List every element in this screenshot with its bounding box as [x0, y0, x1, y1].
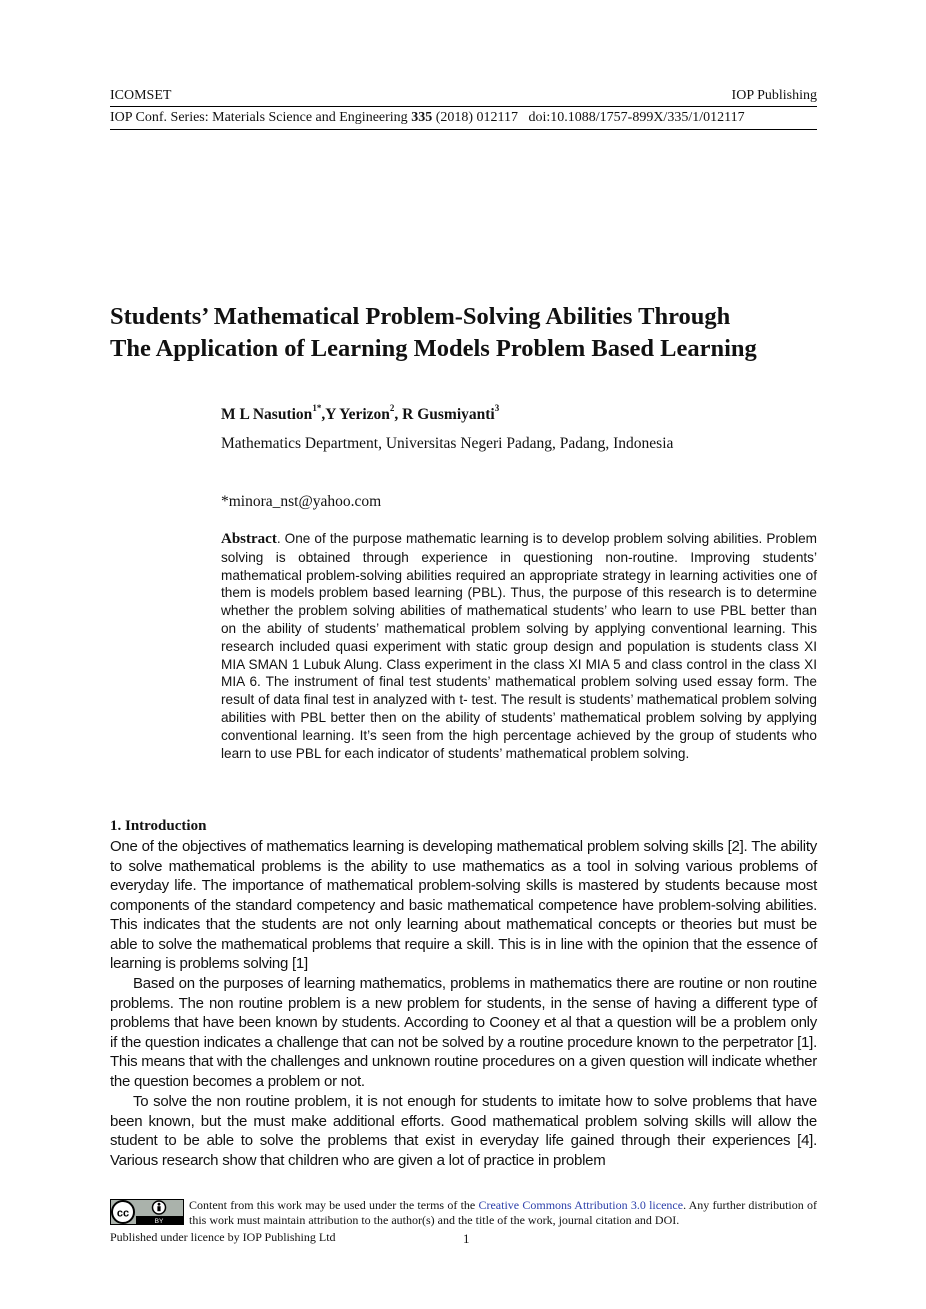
author-list [221, 403, 500, 424]
cc-badge-label: BY [154, 1218, 164, 1225]
running-header-conference: ICOMSET [110, 88, 172, 103]
series-volume: 335 [411, 110, 433, 125]
affiliation: Mathematics Department, Universitas Negeri Padang, Padang, Indonesia [221, 435, 674, 452]
author-3-affil-mark: 3 [494, 403, 500, 413]
cc-by-license-badge [110, 1199, 184, 1225]
license-notice [189, 1198, 817, 1228]
author-3: , R Gusmiyanti [394, 406, 495, 423]
author-1-affil-mark: 1* [312, 403, 322, 413]
license-prefix: Content from this work may be used under the terms of the [189, 1198, 479, 1212]
author-2-affil-mark: 2 [389, 403, 395, 413]
license-suffix: . Any further distribution of this work must maintain attribution to the author(s) and the title of the work, journal citation and DOI. [189, 1198, 817, 1227]
header-rule-bottom [110, 129, 817, 130]
page-number: 1 [463, 1231, 470, 1246]
svg-text:cc: cc [116, 1207, 130, 1220]
title-line-1: Students’ Mathematical Problem-Solving Abilities Through [110, 303, 731, 330]
body-paragraph: To solve the non routine problem, it is not enough for students to imitate how to solve problems that have been known, but the must make additional efforts. Good mathematical problem solving skills will allow the student to be able to solve the problems that exist in everyday life gained through their experiences [4]. Various research show that children who are given a lot of practice in problem [110, 1093, 817, 1169]
body-paragraph: One of the objectives of mathematics learning is developing mathematical problem solving skills [2]. The ability to solve mathematical problems is the ability to use mathematics as a tool in solving various problems of everyday life. The importance of mathematical problem-solving skills is mastered by students because most components of the standard competency and basic mathematical competence have problem-solving abilities. This indicates that the students are not only learning about mathematical concepts or theories but must be able to solve the mathematical problems that require a skill. This is in line with the opinion that the essence of learning is problems solving [1] [110, 838, 817, 972]
abstract [221, 530, 817, 762]
cc-by-icon [110, 1199, 184, 1225]
section-heading-introduction: 1. Introduction [110, 818, 207, 834]
series-citation [110, 110, 745, 126]
series-prefix: IOP Conf. Series: Materials Science and Engineering [110, 110, 412, 125]
running-header-publisher: IOP Publishing [731, 88, 817, 103]
title-line-2: The Application of Learning Models Problem Based Learning [110, 335, 757, 362]
license-link[interactable]: Creative Commons Attribution 3.0 licence [478, 1198, 684, 1212]
author-2: ,Y Yerizon [321, 406, 390, 423]
published-by: Published under licence by IOP Publishing Ltd [110, 1230, 336, 1244]
abstract-label: Abstract [221, 531, 277, 547]
header-rule [110, 106, 817, 107]
abstract-text: . One of the purpose mathematic learning is to develop problem solving abilities. Problem solving is obtained through experience in questioning non-routine. Improving students’ mathematical problem-solving abilities required an appropriate strategy in learning activities one of them is models problem based learning (PBL). Thus, the purpose of this research is to determine whether the problem solving abilities of mathematical students’ who learn to use PBL better than on the ability of students’ mathematical problem solving by applying conventional learning. This research included quasi experiment with static group design and population is students class XI MIA SMAN 1 Lubuk Alung. Class experiment in the class XI MIA 5 and class control in the class XI MIA 6. The instrument of final test students’ mathematical problem solving used essay form. The result of data final test in analyzed with t- test. The result is students’ mathematical problem solving abilities with PBL better then on the ability of students’ mathematical problem solving by applying conventional learning. It’s seen from the high percentage achieved by the group of students who learn to use PBL for each indicator of students’ mathematical problem solving. [221, 531, 817, 761]
paper-title [110, 301, 850, 365]
body-paragraph: Based on the purposes of learning mathematics, problems in mathematics there are routine or non routine problems. The non routine problem is a new problem for students, in the sense of having a different type of problems that have been known by students. According to Cooney et al that a question will be a problem only if the question indicates a challenge that can not be solved by a routine procedure known to the perpetrator [1]. This means that with the challenges and unknown routine procedures on a given question will indicate whether the question becomes a problem or not. [110, 975, 817, 1090]
corresponding-email: *minora_nst@yahoo.com [221, 493, 382, 510]
author-1: M L Nasution [221, 406, 313, 423]
series-suffix: (2018) 012117 doi:10.1088/1757-899X/335/1/012117 [432, 110, 745, 125]
